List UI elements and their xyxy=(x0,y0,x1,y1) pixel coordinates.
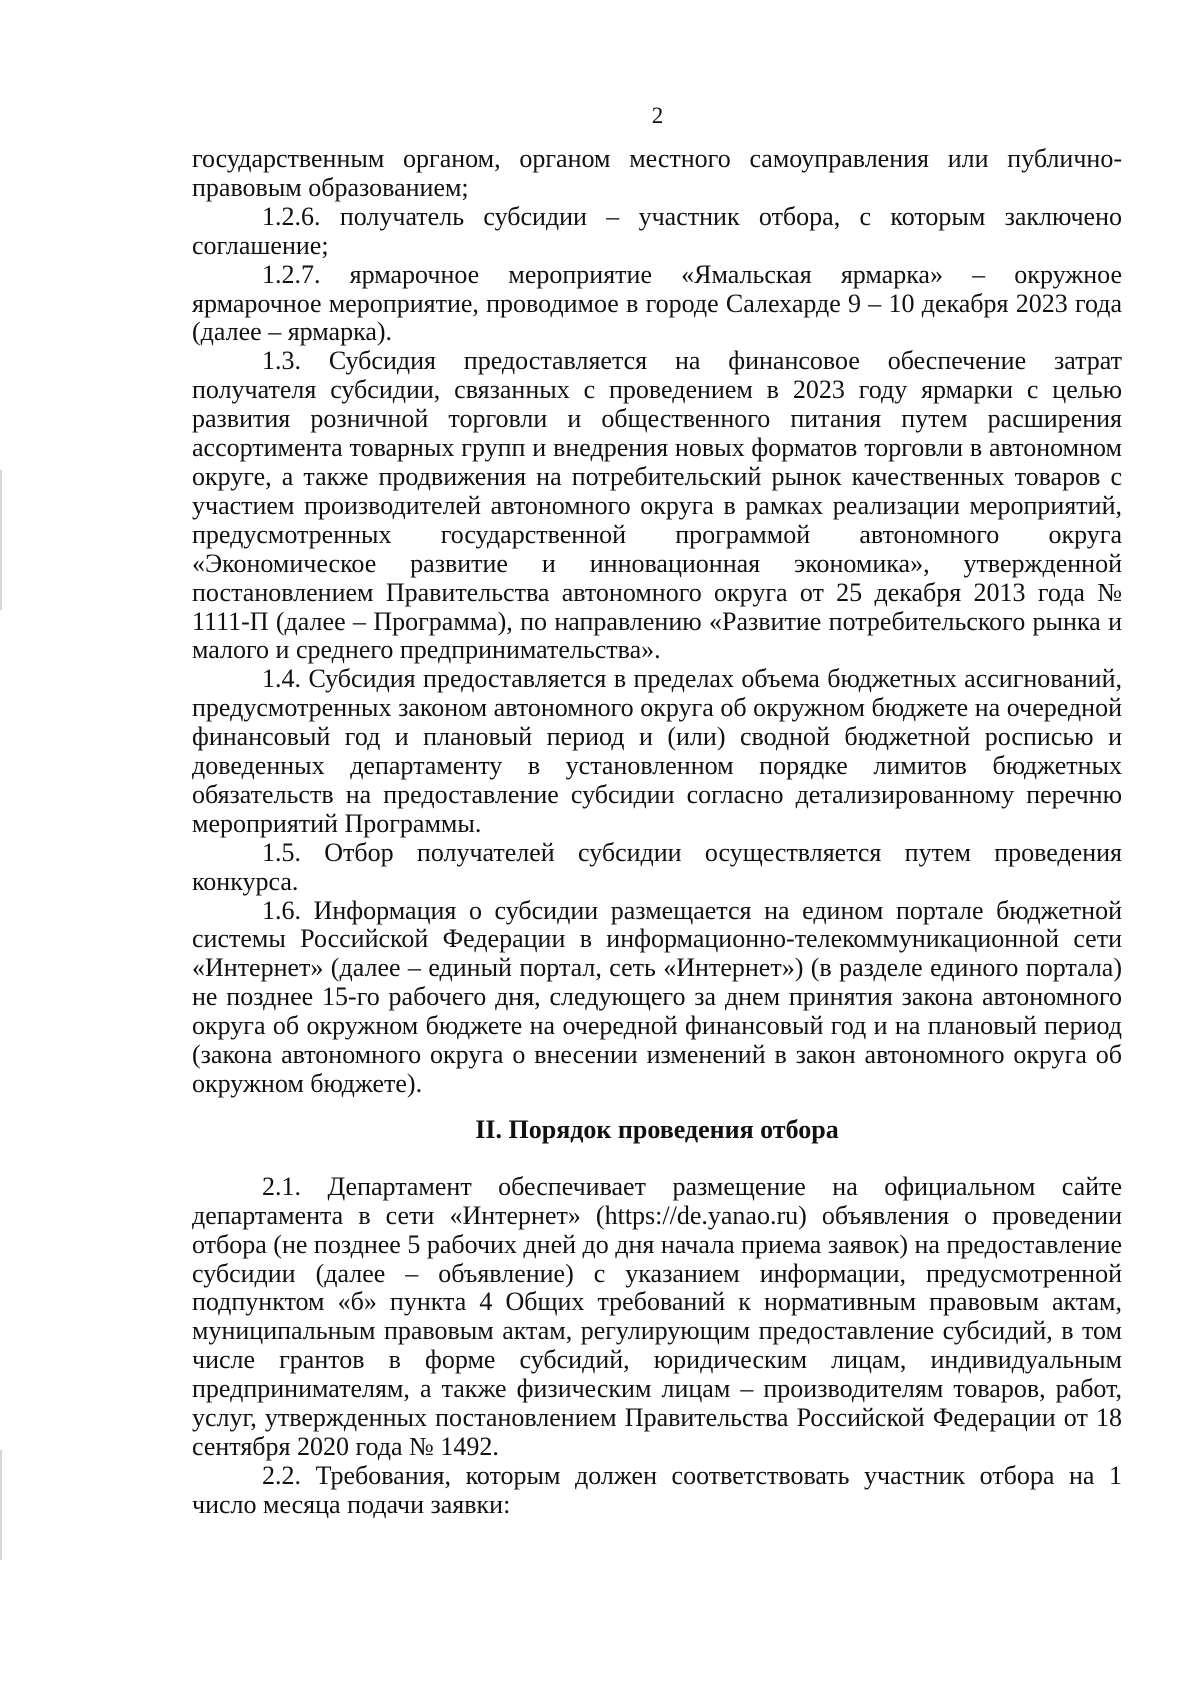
section-heading: II. Порядок проведения отбора xyxy=(475,1114,839,1144)
paragraph-1-5: 1.5. Отбор получателей субсидии осуществляется путем проведения конкурса. xyxy=(192,837,1122,896)
scan-edge-mark xyxy=(0,1450,2,1560)
paragraph-2-2: 2.2. Требования, которым должен соответствовать участник отбора на 1 число месяца подачи заявки: xyxy=(192,1460,1122,1519)
paragraph-1-2-6: 1.2.6. получатель субсидии – участник отбора, с которым заключено соглашение; xyxy=(192,201,1122,260)
document-body xyxy=(192,145,1122,1520)
page-number: 2 xyxy=(651,103,664,128)
paragraph-2-1: 2.1. Департамент обеспечивает размещение на официальном сайте департамента в сети «Интернет» (https://de.yanao.ru) объявления о проведении отбора (не позднее 5 рабочих дней до дня начала приема заявок) на предоставление субсидии (далее – объявление) с указанием информации, предусмотренной подпунктом «б» пункта 4 Общих требований к нормативным правовым актам, муниципальным правовым актам, регулирующим предоставление субсидий, в том числе грантов в форме субсидий, юридическим лицам, индивидуальным предпринимателям, а также физическим лицам – производителям товаров, работ, услуг, утвержденных постановлением Правительства Российской Федерации от 18 сентября 2020 года № 1492. xyxy=(192,1171,1122,1461)
paragraph-1-4: 1.4. Субсидия предоставляется в пределах объема бюджетных ассигнований, предусмотренных законом автономного округа об окружном бюджете на очередной финансовый год и плановый период и (или) сводной бюджетной росписью и доведенных департаменту в установленном порядке лимитов бюджетных обязательств на предоставление субсидии согласно детализированному перечню мероприятий Программы. xyxy=(192,664,1122,838)
paragraph-1-6: 1.6. Информация о субсидии размещается на едином портале бюджетной системы Российской Федерации в информационно-телекоммуникационной сети «Интернет» (далее – единый портал, сеть «Интернет») (в разделе единого портала) не позднее 15-го рабочего дня, следующего за днем принятия закона автономного округа об окружном бюджете на очередной финансовый год и на плановый период (закона автономного округа о внесении изменений в закон автономного округа об окружном бюджете). xyxy=(192,895,1122,1098)
paragraph-1-3: 1.3. Субсидия предоставляется на финансовое обеспечение затрат получателя субсидии, связанных с проведением в 2023 году ярмарки с целью развития розничной торговли и общественного питания путем расширения ассортимента товарных групп и внедрения новых форматов торговли в автономном округе, а также продвижения на потребительский рынок качественных товаров с участием производителей автономного округа в рамках реализации мероприятий, предусмотренных государственной программой автономного округа «Экономическое развитие и инновационная экономика», утвержденной постановлением Правительства автономного округа от 25 декабря 2013 года № 1111-П (далее – Программа), по направлению «Развитие потребительского рынка и малого и среднего предпринимательства». xyxy=(192,346,1122,665)
scan-edge-mark xyxy=(0,470,2,610)
paragraph-1-2-7: 1.2.7. ярмарочное мероприятие «Ямальская ярмарка» – окружное ярмарочное мероприятие, проводимое в городе Салехарде 9 – 10 декабря 2023 года (далее – ярмарка). xyxy=(192,259,1122,347)
paragraph-continuation: государственным органом, органом местного самоуправления или публично-правовым образованием; xyxy=(192,144,1122,202)
